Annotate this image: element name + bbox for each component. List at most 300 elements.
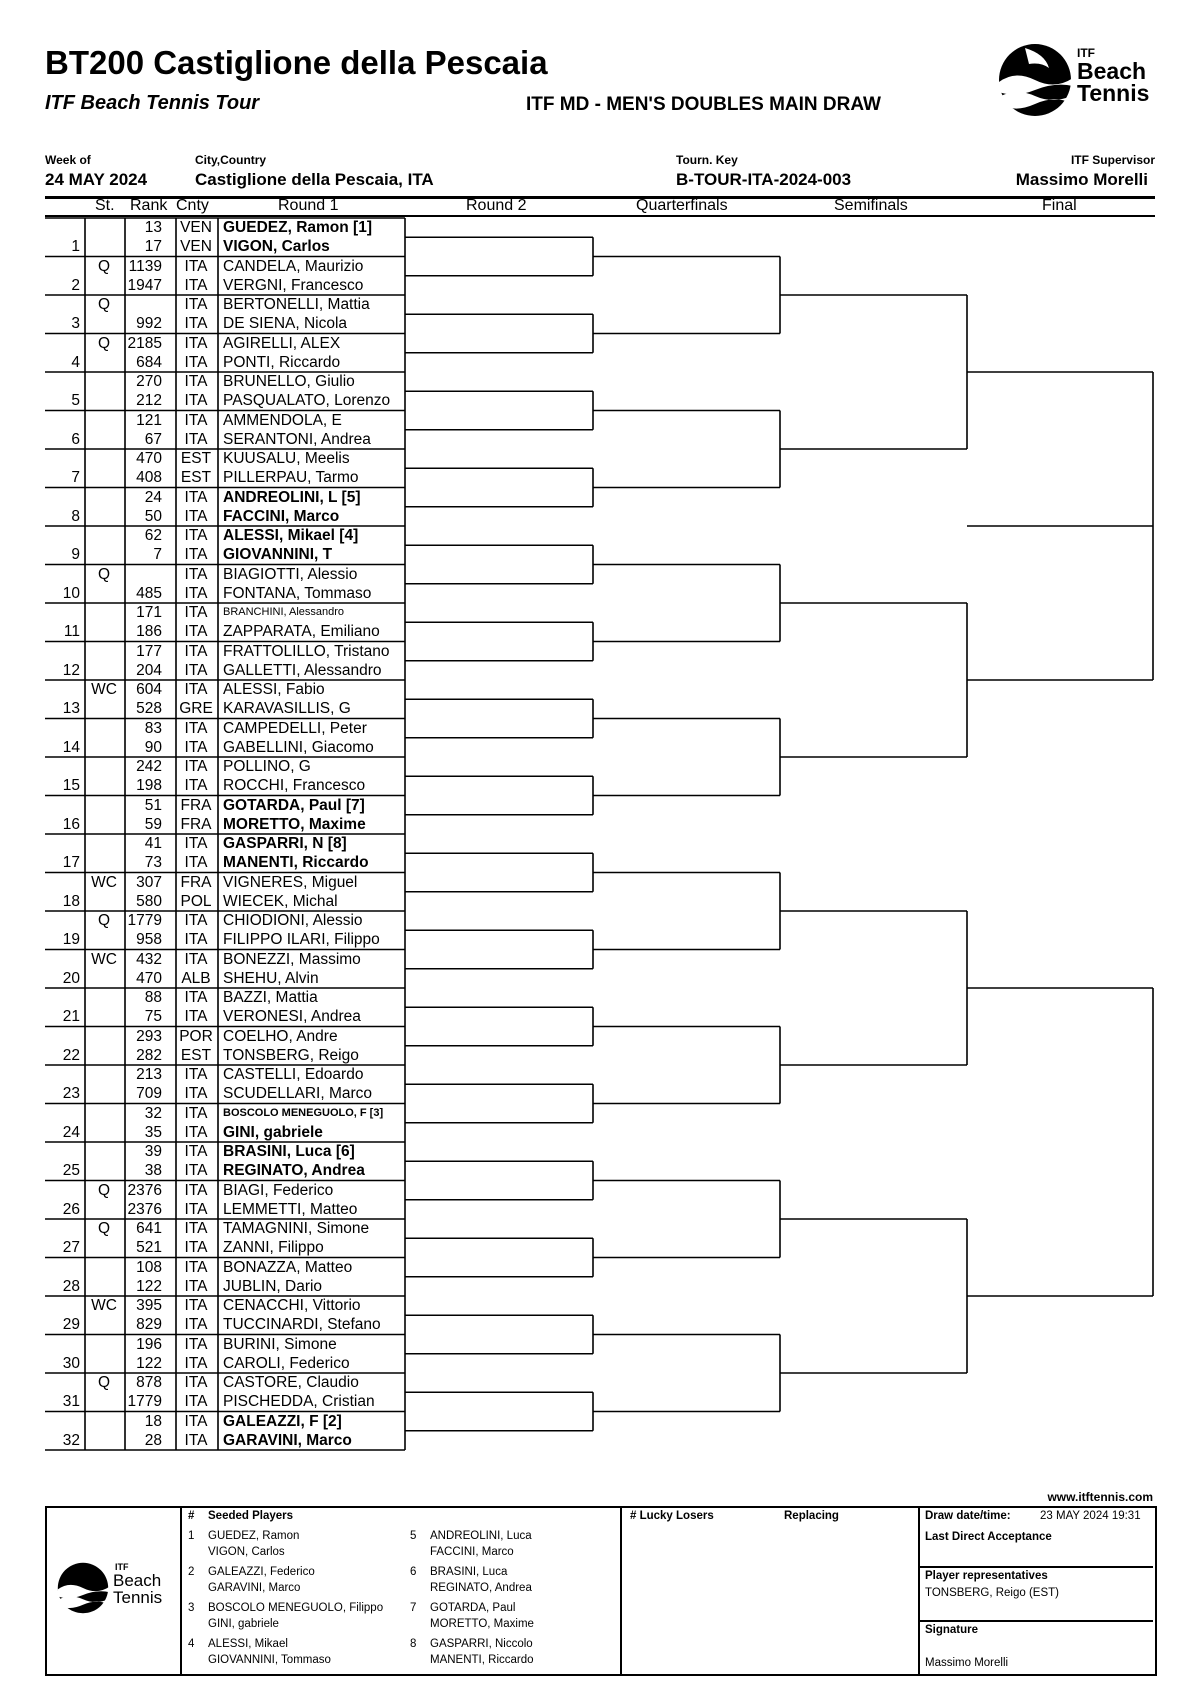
seed-player-a: ALESSI, Mikael <box>208 1638 288 1650</box>
player-name: GINI, gabriele <box>223 1123 323 1141</box>
player-country: ITA <box>184 527 208 544</box>
player-country: EST <box>180 1046 212 1064</box>
draw-position: 5 <box>71 392 80 409</box>
player-name: KARAVASILLIS, G <box>223 700 351 717</box>
player-country: VEN <box>180 219 212 236</box>
footer-hline-2 <box>918 1620 1153 1622</box>
player-country: ITA <box>184 1066 208 1083</box>
player-rank: 51 <box>144 796 162 814</box>
player-rank: 1779 <box>127 912 162 929</box>
player-reps-value: TONSBERG, Reigo (EST) <box>925 1587 1059 1599</box>
draw-position: 20 <box>62 969 80 987</box>
player-name: CASTELLI, Edoardo <box>223 1066 364 1083</box>
footer-logo-itf: ITF <box>115 1562 129 1572</box>
player-rank: 17 <box>144 238 162 255</box>
col-round2: Round 2 <box>466 197 527 214</box>
replacing-title: Replacing <box>784 1510 839 1522</box>
player-country: ITA <box>184 1143 208 1160</box>
draw-position: 6 <box>71 430 80 448</box>
player-country: ITA <box>184 950 208 968</box>
signature-value: Massimo Morelli <box>925 1657 1009 1669</box>
draw-position: 25 <box>62 1162 80 1179</box>
player-name: LEMMETTI, Matteo <box>223 1200 358 1218</box>
player-country: POL <box>180 892 212 910</box>
player-rank: 242 <box>136 758 162 775</box>
player-rank: 171 <box>136 604 162 621</box>
entry-status: Q <box>97 334 111 352</box>
player-name: BIAGIOTTI, Alessio <box>223 565 358 583</box>
player-rank: 121 <box>136 411 162 429</box>
player-name: REGINATO, Andrea <box>223 1162 365 1179</box>
player-name: BONEZZI, Massimo <box>223 950 361 968</box>
seed-player-b: GARAVINI, Marco <box>208 1582 301 1594</box>
player-country: ITA <box>184 1220 208 1237</box>
seed-player-b: MORETTO, Maxime <box>430 1618 534 1630</box>
player-rank: 213 <box>136 1066 162 1083</box>
draw-date-value: 23 MAY 2024 19:31 <box>1040 1510 1141 1522</box>
player-rank: 641 <box>136 1220 162 1237</box>
player-rank: 1139 <box>128 257 162 275</box>
player-name: CAROLI, Federico <box>223 1354 350 1372</box>
draw-position: 18 <box>62 892 80 910</box>
player-country: ITA <box>184 719 208 737</box>
player-country: POR <box>179 1027 213 1045</box>
player-country: ITA <box>184 1239 208 1256</box>
player-country: ITA <box>184 392 208 409</box>
player-country: ITA <box>184 565 208 583</box>
player-country: EST <box>180 450 212 467</box>
player-country: ITA <box>184 642 208 660</box>
player-country: ITA <box>184 1162 208 1179</box>
col-final: Final <box>1042 197 1077 214</box>
player-country: ITA <box>184 777 208 794</box>
player-country: ITA <box>184 1277 208 1295</box>
entry-status: WC <box>91 1297 117 1314</box>
player-rank: 122 <box>136 1354 162 1372</box>
seed-player-b: VIGON, Carlos <box>208 1546 285 1558</box>
tourn-key-value: B-TOUR-ITA-2024-003 <box>676 170 852 189</box>
page-title: BT200 Castiglione della Pescaia <box>45 44 548 81</box>
player-name: WIECEK, Michal <box>223 892 338 910</box>
player-country: ITA <box>184 1008 208 1025</box>
player-country: ITA <box>184 276 208 294</box>
page-subtitle: ITF Beach Tennis Tour <box>45 92 260 114</box>
player-rank: 2376 <box>127 1200 162 1218</box>
seed-number: 5 <box>410 1530 417 1542</box>
player-name: FONTANA, Tommaso <box>223 584 372 602</box>
player-country: ITA <box>184 257 208 275</box>
player-reps-label: Player representatives <box>925 1570 1048 1582</box>
draw-position: 23 <box>62 1085 80 1102</box>
player-rank: 7 <box>153 546 162 563</box>
player-country: ITA <box>184 353 208 371</box>
draw-position: 11 <box>63 623 80 640</box>
seed-player-a: GALEAZZI, Federico <box>208 1566 315 1578</box>
player-country: VEN <box>180 238 212 255</box>
player-name: BIAGI, Federico <box>223 1181 334 1199</box>
player-name: VERGNI, Francesco <box>223 276 364 294</box>
player-name: ZAPPARATA, Emiliano <box>223 623 380 640</box>
player-name: MORETTO, Maxime <box>223 815 366 833</box>
player-country: FRA <box>180 873 212 891</box>
player-country: ITA <box>184 1412 208 1430</box>
player-rank: 293 <box>136 1027 162 1045</box>
draw-position: 3 <box>71 315 80 332</box>
player-rank: 395 <box>136 1297 162 1314</box>
player-name: POLLINO, G <box>223 758 311 775</box>
player-rank: 62 <box>144 527 162 544</box>
supervisor-value: Massimo Morelli <box>1015 170 1148 189</box>
player-country: ITA <box>184 1374 208 1391</box>
player-rank: 684 <box>136 353 162 371</box>
player-country: ITA <box>184 296 208 313</box>
player-rank: 958 <box>136 931 162 948</box>
player-rank: 485 <box>136 584 162 602</box>
player-name: CANDELA, Maurizio <box>223 257 364 275</box>
player-rank: 108 <box>136 1258 162 1276</box>
player-country: ITA <box>184 835 208 852</box>
seed-player-b: GIOVANNINI, Tommaso <box>208 1654 331 1666</box>
player-name: SHEHU, Alvin <box>223 969 319 987</box>
player-name: ROCCHI, Francesco <box>223 777 366 794</box>
player-name: VERONESI, Andrea <box>223 1008 361 1025</box>
player-country: ITA <box>184 1123 208 1141</box>
player-name: BRASINI, Luca [6] <box>223 1143 355 1160</box>
draw-position: 4 <box>71 353 80 371</box>
logo-beach-text: Beach <box>1077 58 1147 84</box>
player-country: ITA <box>184 315 208 332</box>
draw-position: 7 <box>71 469 80 486</box>
signature-label: Signature <box>925 1624 979 1636</box>
draw-position: 1 <box>71 238 80 255</box>
player-name: GARAVINI, Marco <box>223 1431 352 1449</box>
seed-player-a: GUEDEZ, Ramon <box>208 1530 300 1542</box>
player-rank: 1947 <box>127 276 162 294</box>
draw-position: 19 <box>62 931 80 948</box>
player-name: PASQUALATO, Lorenzo <box>223 392 391 409</box>
player-rank: 878 <box>136 1374 162 1391</box>
player-name: GIOVANNINI, T <box>223 546 333 563</box>
player-name: ANDREOLINI, L [5] <box>223 488 361 506</box>
player-name: GOTARDA, Paul [7] <box>223 796 365 814</box>
footer-logo-tennis: Tennis <box>113 1588 163 1607</box>
draw-position: 29 <box>62 1316 80 1333</box>
seed-player-a: GOTARDA, Paul <box>430 1602 516 1614</box>
last-da-label: Last Direct Acceptance <box>925 1531 1052 1543</box>
player-name: TAMAGNINI, Simone <box>223 1220 370 1237</box>
player-rank: 32 <box>144 1104 162 1122</box>
player-rank: 39 <box>144 1143 162 1160</box>
player-name: PISCHEDDA, Cristian <box>223 1393 375 1410</box>
player-name: FILIPPO ILARI, Filippo <box>223 931 380 948</box>
entry-status: WC <box>91 873 117 891</box>
draw-position: 12 <box>62 661 80 679</box>
player-name: FRATTOLILLO, Tristano <box>223 642 390 660</box>
seed-player-a: BOSCOLO MENEGUOLO, Filippo <box>208 1602 384 1614</box>
player-rank: 470 <box>136 450 162 467</box>
player-country: ITA <box>184 681 208 698</box>
draw-position: 26 <box>62 1200 80 1218</box>
player-country: ITA <box>184 411 208 429</box>
player-name: PILLERPAU, Tarmo <box>223 469 359 486</box>
player-rank: 282 <box>136 1046 162 1064</box>
entry-status: Q <box>97 1181 111 1199</box>
draw-position: 22 <box>62 1046 80 1064</box>
draw-position: 8 <box>71 507 80 525</box>
player-name: SERANTONI, Andrea <box>223 430 371 448</box>
player-rank: 67 <box>144 430 162 448</box>
entry-status: Q <box>97 257 111 275</box>
player-name: VIGNERES, Miguel <box>223 873 358 891</box>
player-rank: 18 <box>144 1412 162 1430</box>
player-name: BRANCHINI, Alessandro <box>223 606 345 618</box>
draw-position: 2 <box>71 276 80 294</box>
player-name: GUEDEZ, Ramon [1] <box>223 219 372 236</box>
player-rank: 41 <box>144 835 162 852</box>
col-round1: Round 1 <box>278 197 339 214</box>
col-semifinals: Semifinals <box>834 197 908 214</box>
player-country: ITA <box>184 1354 208 1372</box>
player-rank: 59 <box>144 815 162 833</box>
player-name: COELHO, Andre <box>223 1027 338 1045</box>
player-name: GALLETTI, Alessandro <box>223 661 382 679</box>
draw-position: 9 <box>71 546 80 563</box>
player-country: ITA <box>184 1316 208 1333</box>
player-rank: 50 <box>144 507 162 525</box>
player-rank: 75 <box>144 1008 162 1025</box>
player-name: PONTI, Riccardo <box>223 353 341 371</box>
draw-position: 24 <box>62 1123 80 1141</box>
player-country: ITA <box>184 1393 208 1410</box>
seeded-hash: # <box>188 1510 195 1522</box>
player-country: ITA <box>184 661 208 679</box>
player-name: KUUSALU, Meelis <box>223 450 350 467</box>
draw-position: 27 <box>62 1239 80 1256</box>
draw-position: 31 <box>62 1393 80 1410</box>
player-name: AMMENDOLA, E <box>223 411 342 429</box>
player-name: TONSBERG, Reigo <box>223 1046 359 1064</box>
player-rank: 470 <box>136 969 162 987</box>
player-name: GABELLINI, Giacomo <box>223 738 374 756</box>
player-country: ITA <box>184 758 208 775</box>
event-title: ITF MD - MEN'S DOUBLES MAIN DRAW <box>526 94 881 115</box>
entry-status: Q <box>97 296 111 313</box>
player-country: ALB <box>181 969 211 987</box>
player-country: ITA <box>184 623 208 640</box>
seed-player-b: REGINATO, Andrea <box>430 1582 532 1594</box>
player-rank: 521 <box>136 1239 162 1256</box>
player-rank: 580 <box>136 892 162 910</box>
player-name: BURINI, Simone <box>223 1335 337 1353</box>
player-rank: 28 <box>144 1431 162 1449</box>
footer-logo-beach: Beach <box>113 1571 162 1590</box>
seed-player-b: FACCINI, Marco <box>430 1546 514 1558</box>
col-st: St. <box>95 197 115 214</box>
player-country: ITA <box>184 912 208 929</box>
footer-wave-icon <box>55 1560 111 1616</box>
player-name: CENACCHI, Vittorio <box>223 1297 361 1314</box>
city-value: Castiglione della Pescaia, ITA <box>195 170 434 189</box>
footer-divider-3 <box>918 1506 920 1674</box>
footer-logo <box>55 1560 175 1620</box>
player-name: AGIRELLI, ALEX <box>223 334 341 352</box>
player-rank: 408 <box>136 469 162 486</box>
player-name: GALEAZZI, F [2] <box>223 1412 342 1430</box>
seed-number: 7 <box>410 1602 417 1614</box>
col-rank: Rank <box>130 197 168 214</box>
city-label: City,Country <box>195 153 267 167</box>
logo-tennis-text: Tennis <box>1077 80 1150 106</box>
draw-position: 10 <box>62 584 80 602</box>
player-name: ALESSI, Mikael [4] <box>223 527 359 544</box>
player-rank: 432 <box>136 950 162 968</box>
draw-position: 13 <box>62 700 80 717</box>
player-name: BRUNELLO, Giulio <box>223 373 355 390</box>
player-rank: 307 <box>136 873 162 891</box>
seed-number: 6 <box>410 1566 417 1578</box>
draw-position: 32 <box>62 1431 80 1449</box>
player-name: BERTONELLI, Mattia <box>223 296 370 313</box>
player-country: GRE <box>179 700 213 717</box>
player-country: ITA <box>184 1335 208 1353</box>
seed-player-b: GINI, gabriele <box>208 1618 279 1630</box>
entry-status: Q <box>97 1374 111 1391</box>
player-rank: 198 <box>136 777 162 794</box>
player-country: ITA <box>184 931 208 948</box>
player-rank: 24 <box>144 488 162 506</box>
player-rank: 604 <box>136 681 162 698</box>
col-cnty: Cnty <box>176 197 209 214</box>
player-rank: 1779 <box>127 1393 162 1410</box>
player-name: TUCCINARDI, Stefano <box>223 1316 381 1333</box>
player-name: ZANNI, Filippo <box>223 1239 324 1256</box>
player-rank: 829 <box>136 1316 162 1333</box>
player-country: FRA <box>180 815 212 833</box>
player-rank: 38 <box>144 1162 162 1179</box>
player-rank: 186 <box>136 623 162 640</box>
player-country: ITA <box>184 1104 208 1122</box>
player-name: JUBLIN, Dario <box>223 1277 323 1295</box>
seed-number: 1 <box>188 1530 195 1542</box>
supervisor-label: ITF Supervisor <box>1070 153 1155 167</box>
player-country: ITA <box>184 584 208 602</box>
player-country: ITA <box>184 1431 208 1449</box>
player-country: ITA <box>184 1181 208 1199</box>
footer-hline-1 <box>918 1566 1153 1568</box>
player-name: VIGON, Carlos <box>223 238 330 255</box>
player-country: ITA <box>184 334 208 352</box>
player-country: ITA <box>184 738 208 756</box>
player-name: BAZZI, Mattia <box>223 989 318 1006</box>
player-country: ITA <box>184 1258 208 1276</box>
player-country: ITA <box>184 546 208 563</box>
week-label: Week of <box>45 153 91 167</box>
player-name: MANENTI, Riccardo <box>223 854 369 871</box>
entry-status: WC <box>91 681 117 698</box>
seed-player-a: BRASINI, Luca <box>430 1566 508 1578</box>
player-rank: 13 <box>144 219 162 236</box>
player-rank: 196 <box>136 1335 162 1353</box>
player-country: ITA <box>184 1200 208 1218</box>
player-name: SCUDELLARI, Marco <box>223 1085 373 1102</box>
col-quarterfinals: Quarterfinals <box>636 197 728 214</box>
player-rank: 270 <box>136 373 162 390</box>
draw-position: 16 <box>62 815 80 833</box>
seed-number: 3 <box>188 1602 195 1614</box>
seeded-title: Seeded Players <box>208 1510 294 1522</box>
week-value: 24 MAY 2024 <box>45 170 148 189</box>
entry-status: WC <box>91 950 117 968</box>
player-rank: 177 <box>136 642 162 660</box>
seed-player-a: GASPARRI, Niccolo <box>430 1638 533 1650</box>
player-name: CHIODIONI, Alessio <box>223 912 363 929</box>
player-name: DE SIENA, Nicola <box>223 315 348 332</box>
player-rank: 992 <box>136 315 162 332</box>
player-name: FACCINI, Marco <box>223 507 340 525</box>
player-name: CASTORE, Claudio <box>223 1374 359 1391</box>
draw-position: 14 <box>62 738 80 756</box>
player-rank: 709 <box>136 1085 162 1102</box>
lucky-losers-title: # Lucky Losers <box>630 1510 714 1522</box>
seed-number: 2 <box>188 1566 195 1578</box>
player-rank: 73 <box>144 854 162 871</box>
draw-position: 21 <box>62 1008 80 1025</box>
player-rank: 83 <box>144 719 162 737</box>
player-rank: 204 <box>136 661 162 679</box>
entry-status: Q <box>97 912 111 929</box>
player-country: ITA <box>184 989 208 1006</box>
seed-number: 4 <box>188 1638 195 1650</box>
player-name: ALESSI, Fabio <box>223 681 325 698</box>
logo-itf-text: ITF <box>1077 46 1095 60</box>
website-link[interactable]: www.itftennis.com <box>1047 1490 1153 1504</box>
draw-position: 17 <box>62 854 80 871</box>
player-rank: 528 <box>136 700 162 717</box>
player-rank: 122 <box>136 1277 162 1295</box>
player-name: BOSCOLO MENEGUOLO, F [3] <box>223 1106 384 1119</box>
player-country: ITA <box>184 1297 208 1314</box>
draw-date-label: Draw date/time: <box>925 1510 1011 1522</box>
player-rank: 35 <box>144 1123 162 1141</box>
draw-position: 30 <box>62 1354 80 1372</box>
entry-status: Q <box>97 1220 111 1237</box>
footer-divider-1 <box>180 1506 182 1674</box>
player-name: CAMPEDELLI, Peter <box>223 719 367 737</box>
seed-player-b: MANENTI, Riccardo <box>430 1654 534 1666</box>
seed-number: 8 <box>410 1638 417 1650</box>
player-country: ITA <box>184 488 208 506</box>
player-rank: 2376 <box>127 1181 162 1199</box>
player-name: BONAZZA, Matteo <box>223 1258 353 1276</box>
player-country: ITA <box>184 507 208 525</box>
player-country: ITA <box>184 1085 208 1102</box>
player-country: FRA <box>180 796 212 814</box>
player-country: ITA <box>184 373 208 390</box>
player-country: ITA <box>184 430 208 448</box>
player-country: ITA <box>184 604 208 621</box>
player-rank: 2185 <box>127 334 162 352</box>
draw-position: 28 <box>62 1277 80 1295</box>
player-name: GASPARRI, N [8] <box>223 835 347 852</box>
entry-status: Q <box>97 565 111 583</box>
tourn-key-label: Tourn. Key <box>676 153 738 167</box>
player-rank: 212 <box>136 392 162 409</box>
draw-position: 15 <box>62 777 80 794</box>
seed-player-a: ANDREOLINI, Luca <box>430 1530 532 1542</box>
player-rank: 88 <box>144 989 162 1006</box>
player-rank: 90 <box>144 738 162 756</box>
footer-divider-2 <box>620 1506 622 1674</box>
